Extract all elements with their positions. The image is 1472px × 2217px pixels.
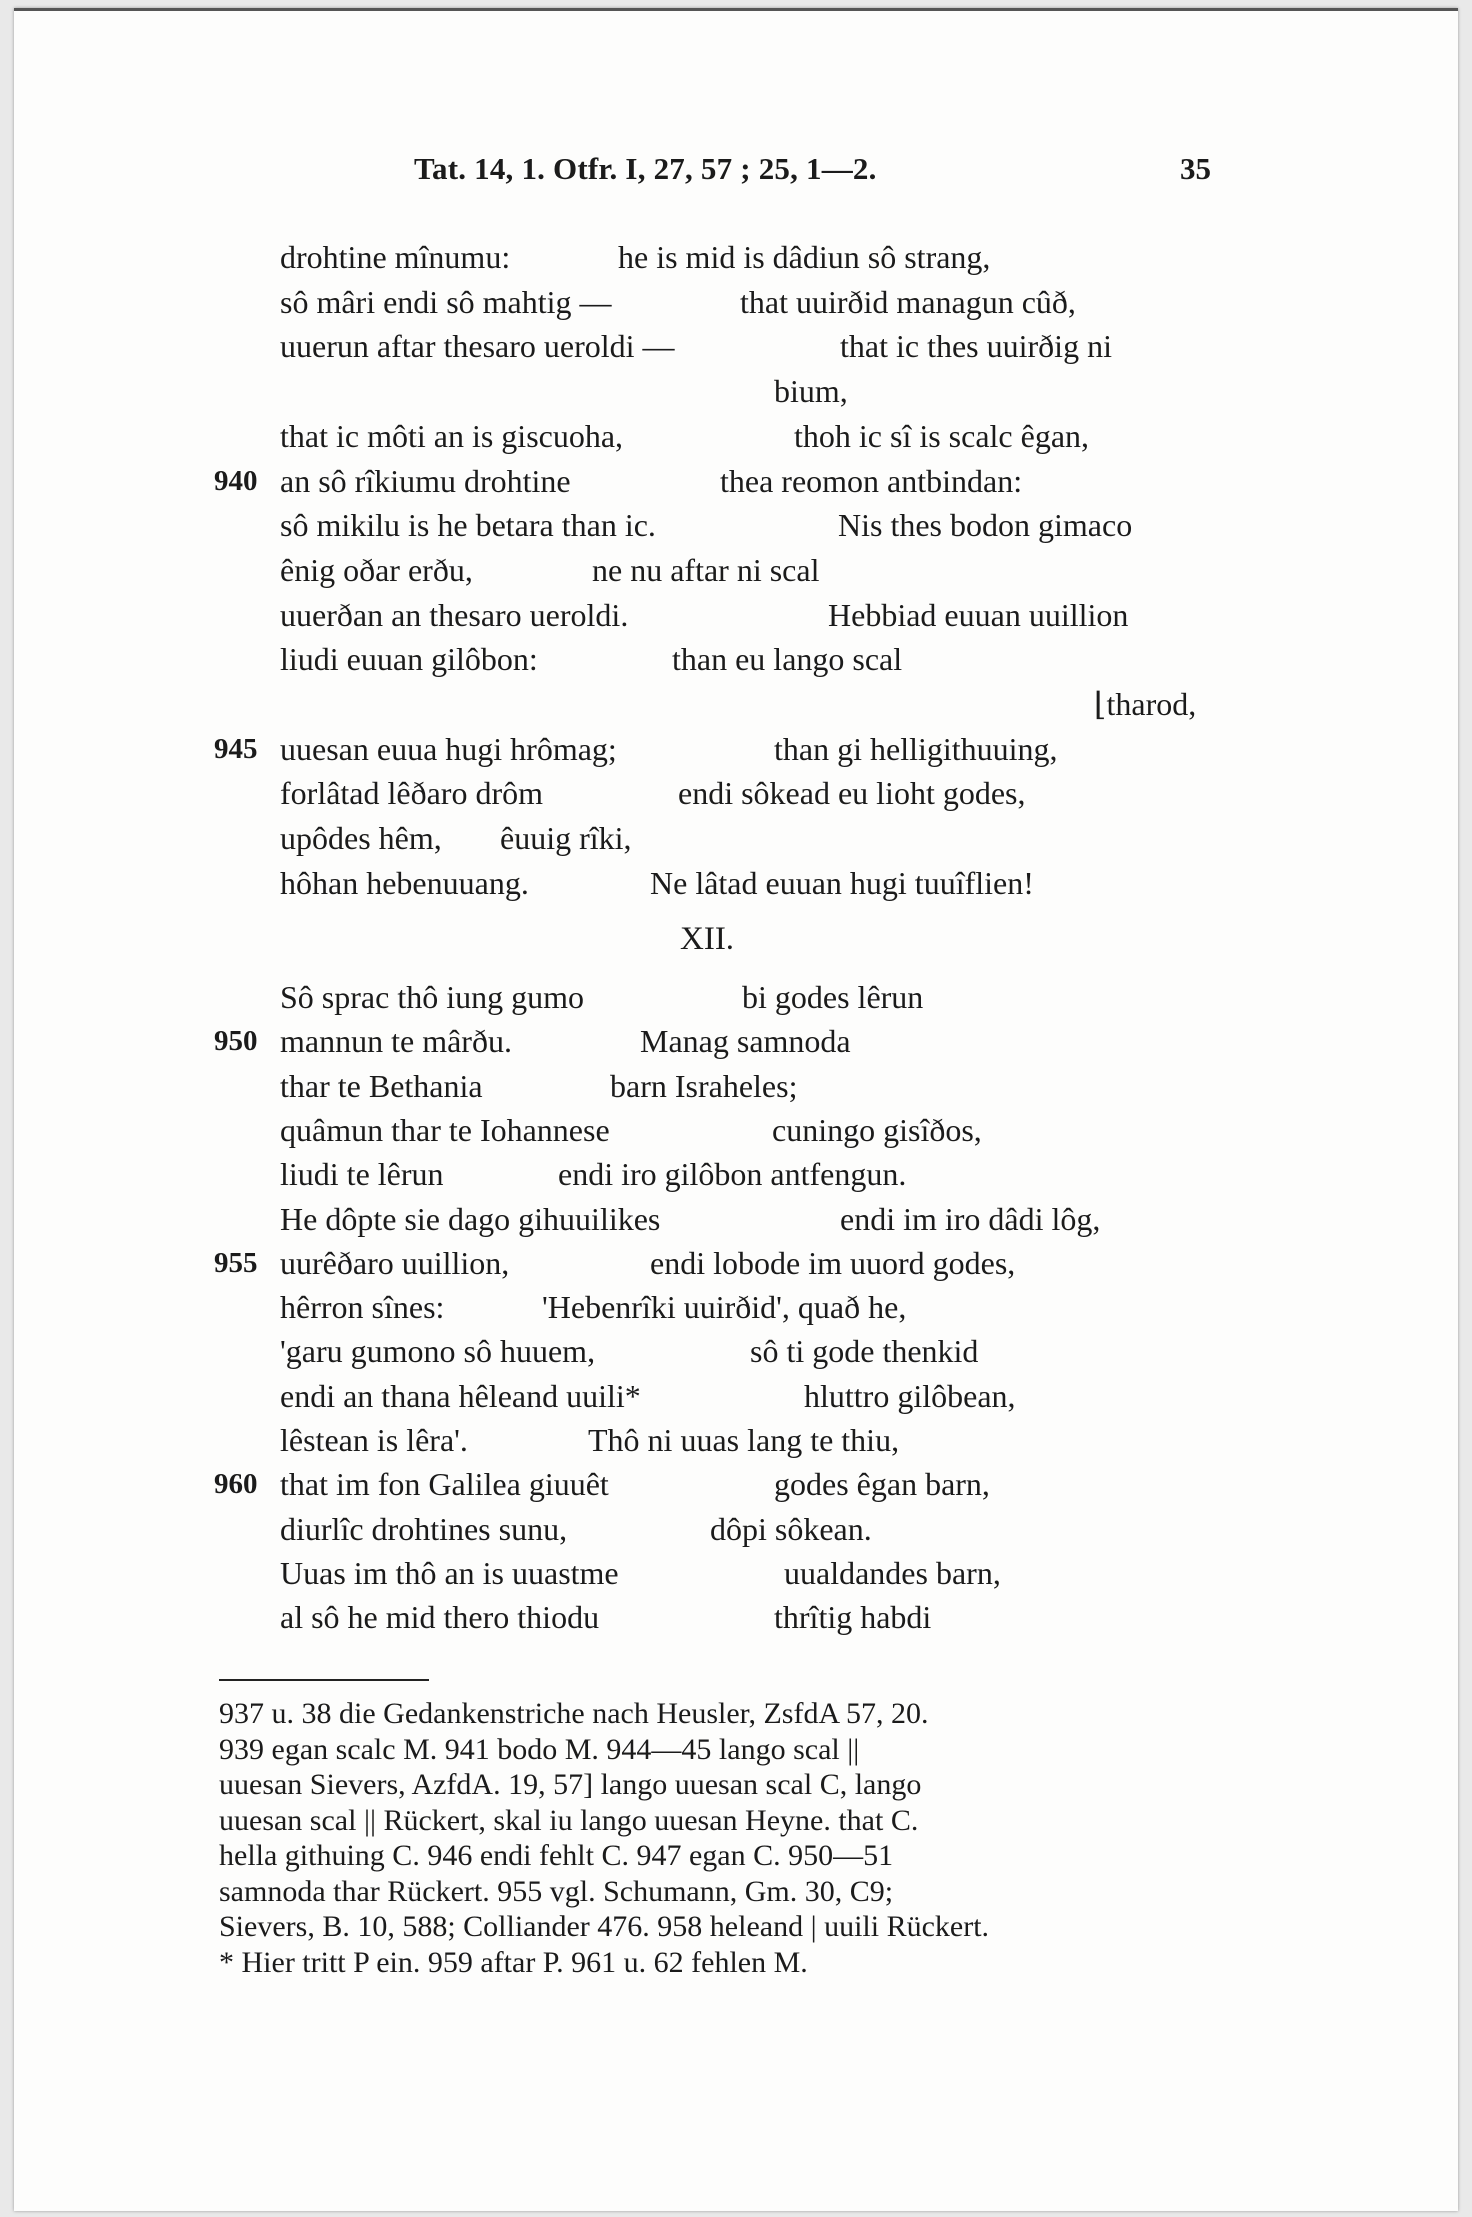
first-half-line: that im fon Galilea giuuêt (280, 1466, 609, 1503)
first-half-line: thar te Bethania (280, 1067, 483, 1104)
second-half-line: êuuig rîki, (500, 820, 632, 857)
first-half-line: ênig oðar erðu, (280, 551, 473, 588)
second-half-line: hluttro gilôbean, (804, 1377, 1016, 1414)
footnote-line: Sievers, B. 10, 588; Colliander 476. 958 heleand | uuili Rückert. (219, 1910, 990, 1943)
first-half-line: sô mikilu is he betara than ic. (280, 507, 656, 544)
line-number: 945 (214, 732, 258, 765)
first-half-line: liudi te lêrun (280, 1156, 444, 1193)
footnote-line: uuesan Sievers, AzfdA. 19, 57] lango uuesan scal C, lango (219, 1768, 922, 1801)
footnote-line: 939 egan scalc M. 941 bodo M. 944—45 lango scal || (219, 1732, 860, 1766)
footnote-line: uuesan scal || Rückert, skal iu lango uuesan Heyne. that C. (219, 1803, 919, 1837)
first-half-line: lêstean is lêra'. (280, 1422, 468, 1458)
second-half-line: godes êgan barn, (774, 1466, 990, 1503)
first-half-line: Sô sprac thô iung gumo (280, 979, 584, 1015)
first-half-line: that ic môti an is giscuoha, (280, 417, 624, 454)
first-half-line: endi an thana hêleand uuili* (280, 1377, 641, 1414)
first-half-line: forlâtad lêðaro drôm (280, 775, 543, 812)
first-half-line: mannun te mârðu. (280, 1023, 512, 1060)
section-heading: XII. (680, 921, 735, 957)
second-half-line: that ic thes uuirðig ni (840, 328, 1112, 365)
second-half-line: 'Hebenrîki uuirðid', quað he, (542, 1289, 907, 1326)
second-half-line: bium, (774, 373, 848, 410)
second-half-line: endi iro gilôbon antfengun. (558, 1156, 907, 1193)
first-half-line: drohtine mînumu: (280, 239, 511, 275)
second-half-line: endi sôkead eu lioht godes, (678, 775, 1026, 812)
first-half-line: uuerðan an thesaro ueroldi. (280, 596, 629, 633)
first-half-line: hêrron sînes: (280, 1289, 445, 1326)
book-page (14, 8, 1458, 2211)
footnote-line: hella githuing C. 946 endi fehlt C. 947 egan C. 950—51 (219, 1839, 894, 1872)
footnotes (219, 1696, 1234, 1980)
second-half-line: that uuirðid managun cûð, (740, 283, 1076, 320)
second-half-line: Manag samnoda (640, 1023, 851, 1060)
second-half-line: than gi helligithuuing, (774, 730, 1058, 767)
second-half-line: thoh ic sî is scalc êgan, (794, 417, 1090, 454)
second-half-line: than eu lango scal (672, 641, 903, 678)
second-half-line: uualdandes barn, (784, 1554, 1001, 1591)
line-number: 960 (214, 1468, 258, 1501)
running-header: Tat. 14, 1. Otfr. I, 27, 57 ; 25, 1—2. (414, 151, 877, 186)
line-number: 955 (214, 1246, 258, 1279)
first-half-line: He dôpte sie dago gihuuilikes (280, 1200, 661, 1237)
second-half-line: cuningo gisîðos, (772, 1111, 982, 1148)
first-half-line: quâmun thar te Iohannese (280, 1111, 610, 1148)
second-half-line: Hebbiad euuan uuillion (828, 596, 1129, 633)
second-half-line: bi godes lêrun (742, 979, 924, 1015)
second-half-line: ne nu aftar ni scal (592, 551, 820, 588)
second-half-line: Ne lâtad euuan hugi tuuîflien! (650, 864, 1034, 901)
second-half-line: thrîtig habdi (774, 1599, 932, 1636)
second-half-line: endi im iro dâdi lôg, (840, 1200, 1101, 1237)
second-half-line: Thô ni uuas lang te thiu, (588, 1422, 900, 1458)
first-half-line: uuesan euua hugi hrômag; (280, 730, 617, 767)
first-half-line: upôdes hêm, (280, 820, 442, 857)
first-half-line: Uuas im thô an is uuastme (280, 1554, 619, 1591)
first-half-line: diurlîc drohtines sunu, (280, 1510, 568, 1547)
second-half-line: Nis thes bodon gimaco (838, 507, 1133, 544)
footnote-line: samnoda thar Rückert. 955 vgl. Schumann, Gm. 30, C9; (219, 1874, 894, 1908)
second-half-line: endi lobode im uuord godes, (650, 1244, 1016, 1281)
first-half-line: uuerun aftar thesaro ueroldi — (280, 328, 675, 365)
footnote-rule (219, 1679, 429, 1681)
second-half-line: ⌊tharod, (1094, 686, 1197, 722)
first-half-line: al sô he mid thero thiodu (280, 1599, 600, 1636)
second-half-line: thea reomon antbindan: (720, 462, 1023, 499)
page-number: 35 (1180, 151, 1211, 186)
line-number: 940 (214, 464, 258, 497)
second-half-line: dôpi sôkean. (710, 1510, 872, 1547)
first-half-line: hôhan hebenuuang. (280, 864, 529, 901)
first-half-line: sô mâri endi sô mahtig — (280, 283, 612, 320)
footnote-line: * Hier tritt P ein. 959 aftar P. 961 u. 62 fehlen M. (219, 1945, 808, 1979)
second-half-line: barn Israheles; (610, 1067, 798, 1104)
first-half-line: uurêðaro uuillion, (280, 1244, 510, 1281)
first-half-line: an sô rîkiumu drohtine (280, 462, 571, 499)
second-half-line: sô ti gode thenkid (750, 1333, 979, 1370)
line-number: 950 (214, 1025, 258, 1058)
first-half-line: liudi euuan gilôbon: (280, 641, 538, 678)
second-half-line: he is mid is dâdiun sô strang, (618, 239, 991, 275)
footnote-line: 937 u. 38 die Gedankenstriche nach Heusler, ZsfdA 57, 20. (219, 1697, 929, 1730)
first-half-line: 'garu gumono sô huuem, (280, 1333, 596, 1370)
